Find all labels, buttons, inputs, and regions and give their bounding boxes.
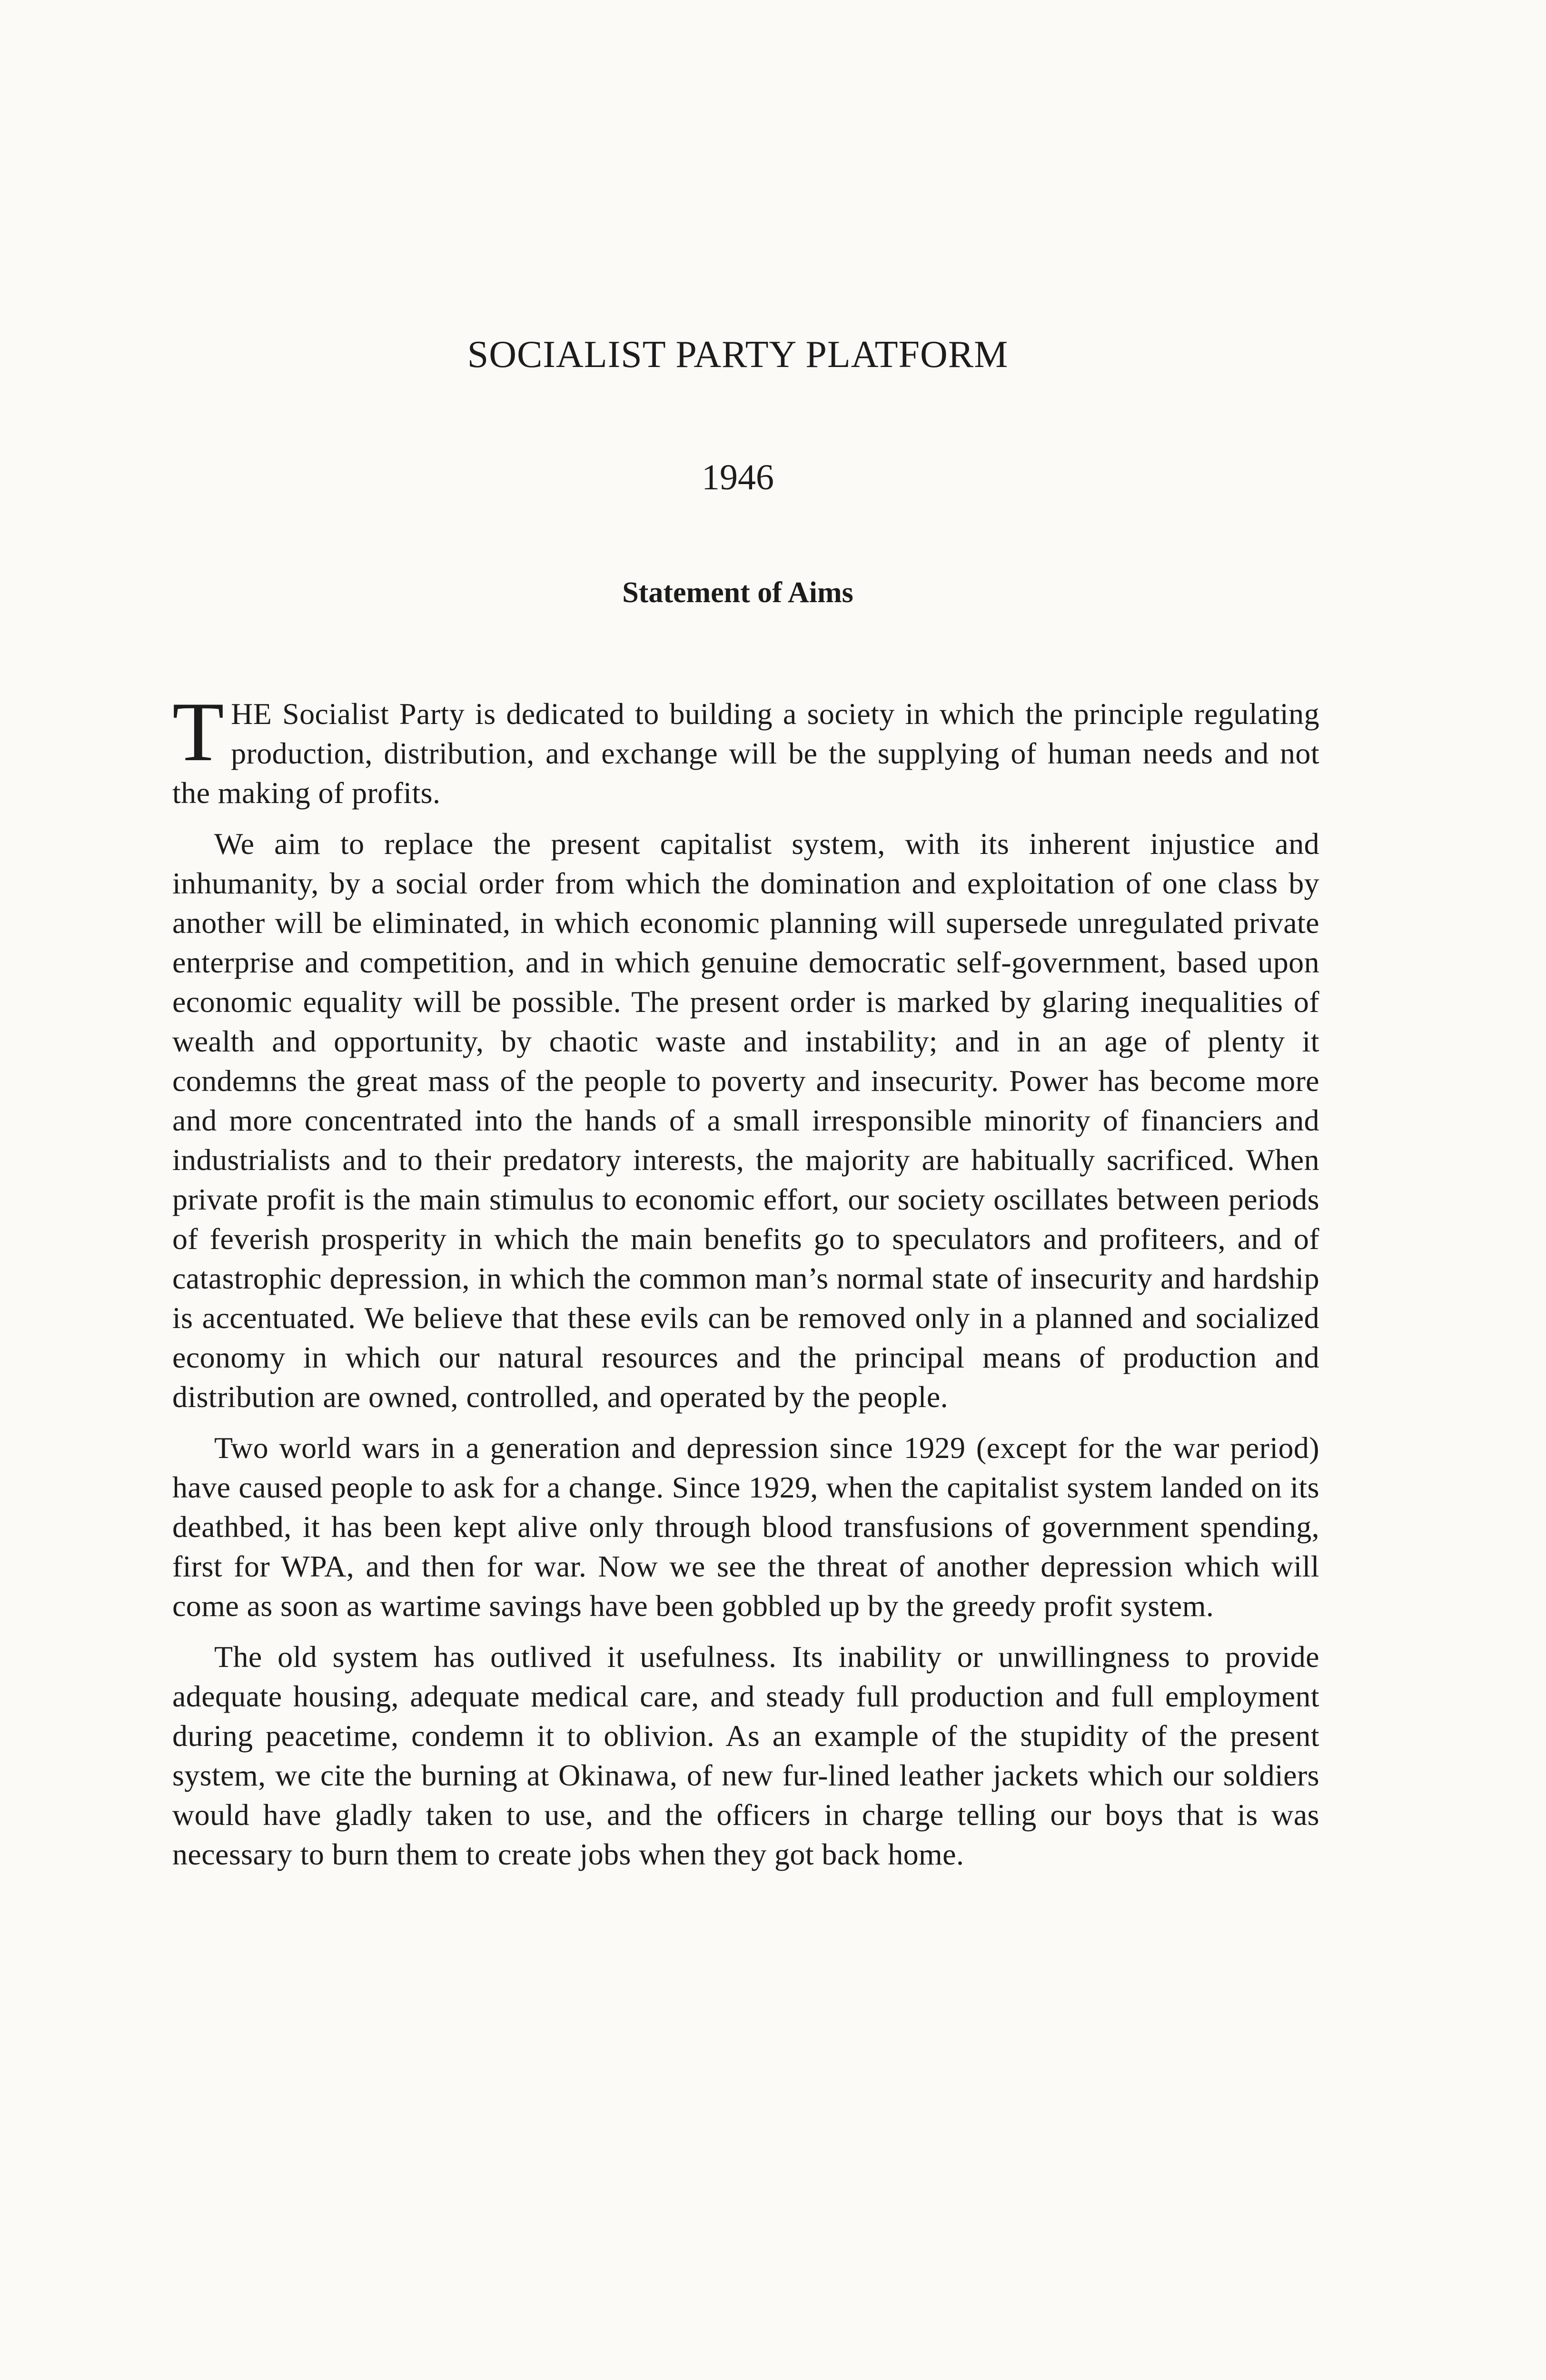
paragraph-2: We aim to replace the present capitalist system, with its inherent injustice and inhumanity, by a social order from which the domination and exploitation of one class by another will be eliminated, in which economic planning will supersede unregulated private enterprise and competition, and in which genuine democratic self-government, based upon economic equality will be possible. The present order is marked by glaring inequalities of wealth and opportunity, by chaotic waste and instability; and in an age of plenty it condemns the great mass of the people to poverty and insecurity. Power has become more and more concentrated into the hands of a small irresponsible minority of financiers and industrialists and to their predatory interests, the majority are habitually sacrificed. When private profit is the main stimulus to economic effort, our society oscillates between periods of feverish prosperity in which the main benefits go to speculators and profiteers, and of catastrophic depression, in which the common man’s normal state of insecurity and hardship is accentuated. We believe that these evils can be removed only in a planned and socialized economy in which our natural resources and the principal means of production and distribution are owned, controlled, and operated by the people.: [172, 827, 1319, 1414]
paragraph-3: Two world wars in a generation and depression since 1929 (except for the war period) have caused people to ask for a change. Since 1929, when the capitalist system landed on its deathbed, it has been kept alive only through blood transfusions of government spending, first for WPA, and then for war. Now we see the threat of another depression which will come as soon as wartime savings have been gobbled up by the greedy profit system.: [172, 1431, 1319, 1623]
paragraph-1: [172, 684, 1319, 813]
paragraph-4: The old system has outlived it usefulness. Its inability or unwillingness to provide adequate housing, adequate medical care, and steady full production and full employment during peacetime, condemn it to oblivion. As an example of the stupidity of the present system, we cite the burning at Okinawa, of new fur-lined leather jackets which our soldiers would have gladly taken to use, and the officers in charge telling our boys that is was necessary to burn them to create jobs when they got back home.: [172, 1640, 1319, 1871]
document-year: 1946: [702, 457, 774, 497]
document-body: [172, 684, 1319, 1885]
document-title: SOCIALIST PARTY PLATFORM: [467, 334, 1009, 376]
drop-cap: T: [172, 684, 225, 779]
paragraph-1-text: HE Socialist Party is dedicated to building a society in which the principle regulating production, distribution, and exchange will be the supplying of human needs and not the making of profits.: [172, 697, 1319, 810]
section-heading: Statement of Aims: [622, 576, 853, 609]
